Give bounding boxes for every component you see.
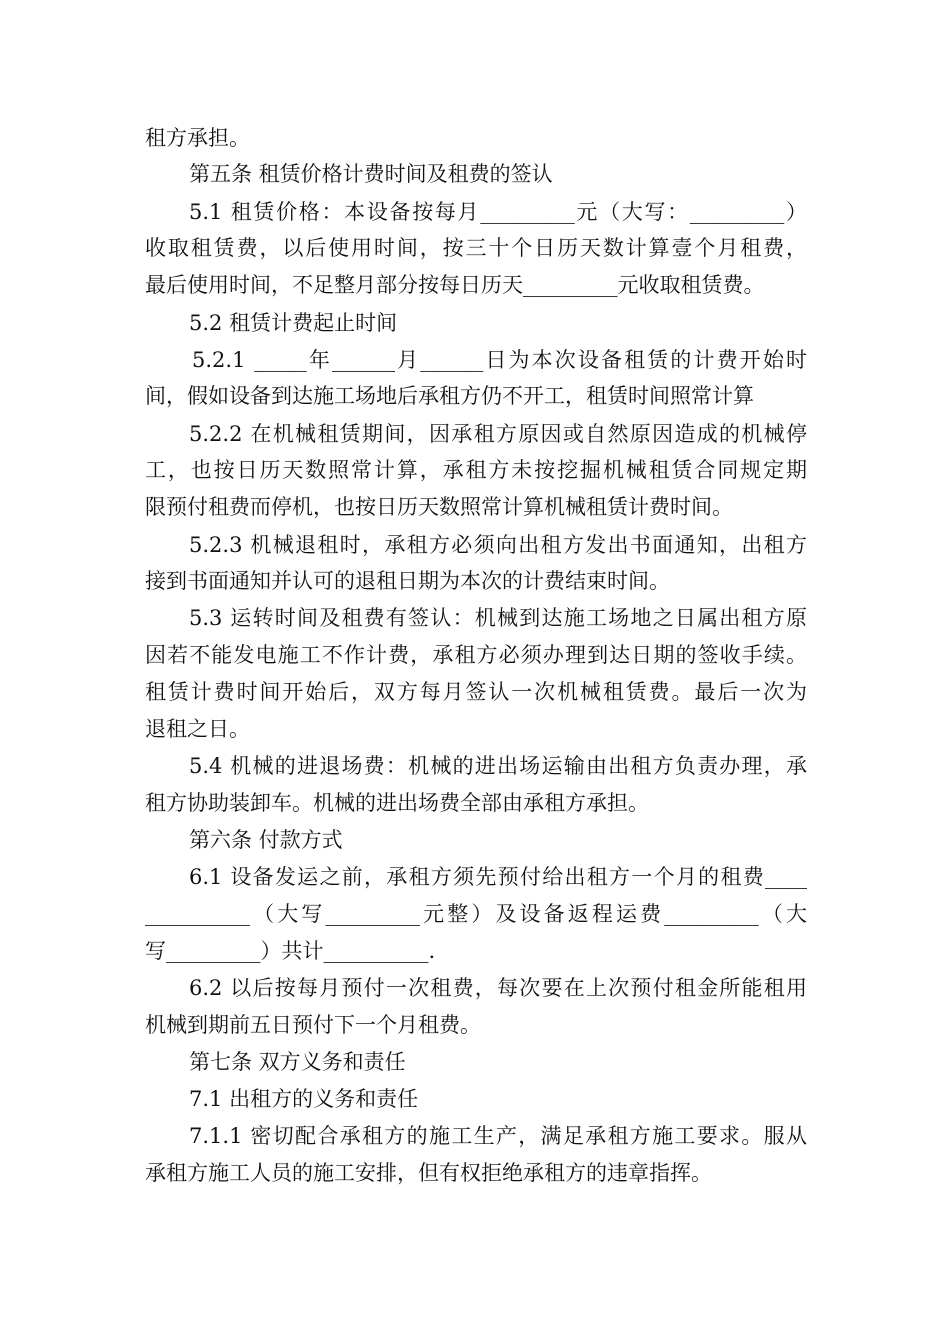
text-line: 写_________）共计__________.: [145, 939, 436, 963]
section-heading: 7.1 出租方的义务和责任: [189, 1087, 419, 1111]
text-line: 工，也按日历天数照常计算，承租方未按挖掘机械租赁合同规定期: [145, 458, 807, 482]
text-line: 6.1 设备发运之前，承租方须先预付给出租方一个月的租费____: [189, 865, 807, 889]
text-line: 租赁计费时间开始后，双方每月签认一次机械租赁费。最后一次为: [145, 680, 807, 704]
section-heading: 5.2 租赁计费起止时间: [189, 311, 398, 335]
text-line: 机械到期前五日预付下一个月租费。: [145, 1013, 481, 1037]
text-line: 收取租赁费，以后使用时间，按三十个日历天数计算壹个月租费，: [145, 236, 807, 260]
text-line: 最后使用时间，不足整月部分按每日历天_________元收取租赁费。: [145, 273, 765, 297]
text-line: 租方协助装卸车。机械的进出场费全部由承租方承担。: [145, 791, 649, 815]
text-line: 租方承担。: [145, 126, 250, 150]
text-line: 限预付租费而停机，也按日历天数照常计算机械租赁计费时间。: [145, 495, 733, 519]
text-line: 退租之日。: [145, 717, 250, 741]
article-heading: 第六条 付款方式: [189, 828, 343, 852]
text-line: __________（大写_________元整）及设备返程运费_________（大: [145, 902, 807, 926]
text-line: 5.1 租赁价格：本设备按每月_________元（大写：_________）: [189, 200, 807, 224]
text-line: 7.1.1 密切配合承租方的施工生产，满足承租方施工要求。服从: [189, 1124, 807, 1148]
text-line: 5.2.2 在机械租赁期间，因承租方原因或自然原因造成的机械停: [189, 422, 807, 446]
text-line: 接到书面通知并认可的退租日期为本次的计费结束时间。: [145, 569, 670, 593]
text-line: 承租方施工人员的施工安排，但有权拒绝承租方的违章指挥。: [145, 1161, 712, 1185]
article-heading: 第七条 双方义务和责任: [189, 1050, 406, 1074]
text-line: 5.3 运转时间及租费有签认：机械到达施工场地之日属出租方原: [189, 606, 807, 630]
text-line: 5.2.3 机械退租时，承租方必须向出租方发出书面通知，出租方: [189, 533, 807, 557]
article-heading: 第五条 租赁价格计费时间及租费的签认: [189, 162, 553, 186]
text-line: 6.2 以后按每月预付一次租费，每次要在上次预付租金所能租用: [189, 976, 807, 1000]
text-line: 5.4 机械的进退场费：机械的进出场运输由出租方负责办理，承: [189, 754, 807, 778]
text-line: 因若不能发电施工不作计费，承租方必须办理到达日期的签收手续。: [145, 643, 807, 667]
text-line: 间，假如设备到达施工场地后承租方仍不开工，租赁时间照常计算: [145, 384, 754, 408]
text-line: 5.2.1 _____年______月______日为本次设备租赁的计费开始时: [192, 348, 807, 372]
